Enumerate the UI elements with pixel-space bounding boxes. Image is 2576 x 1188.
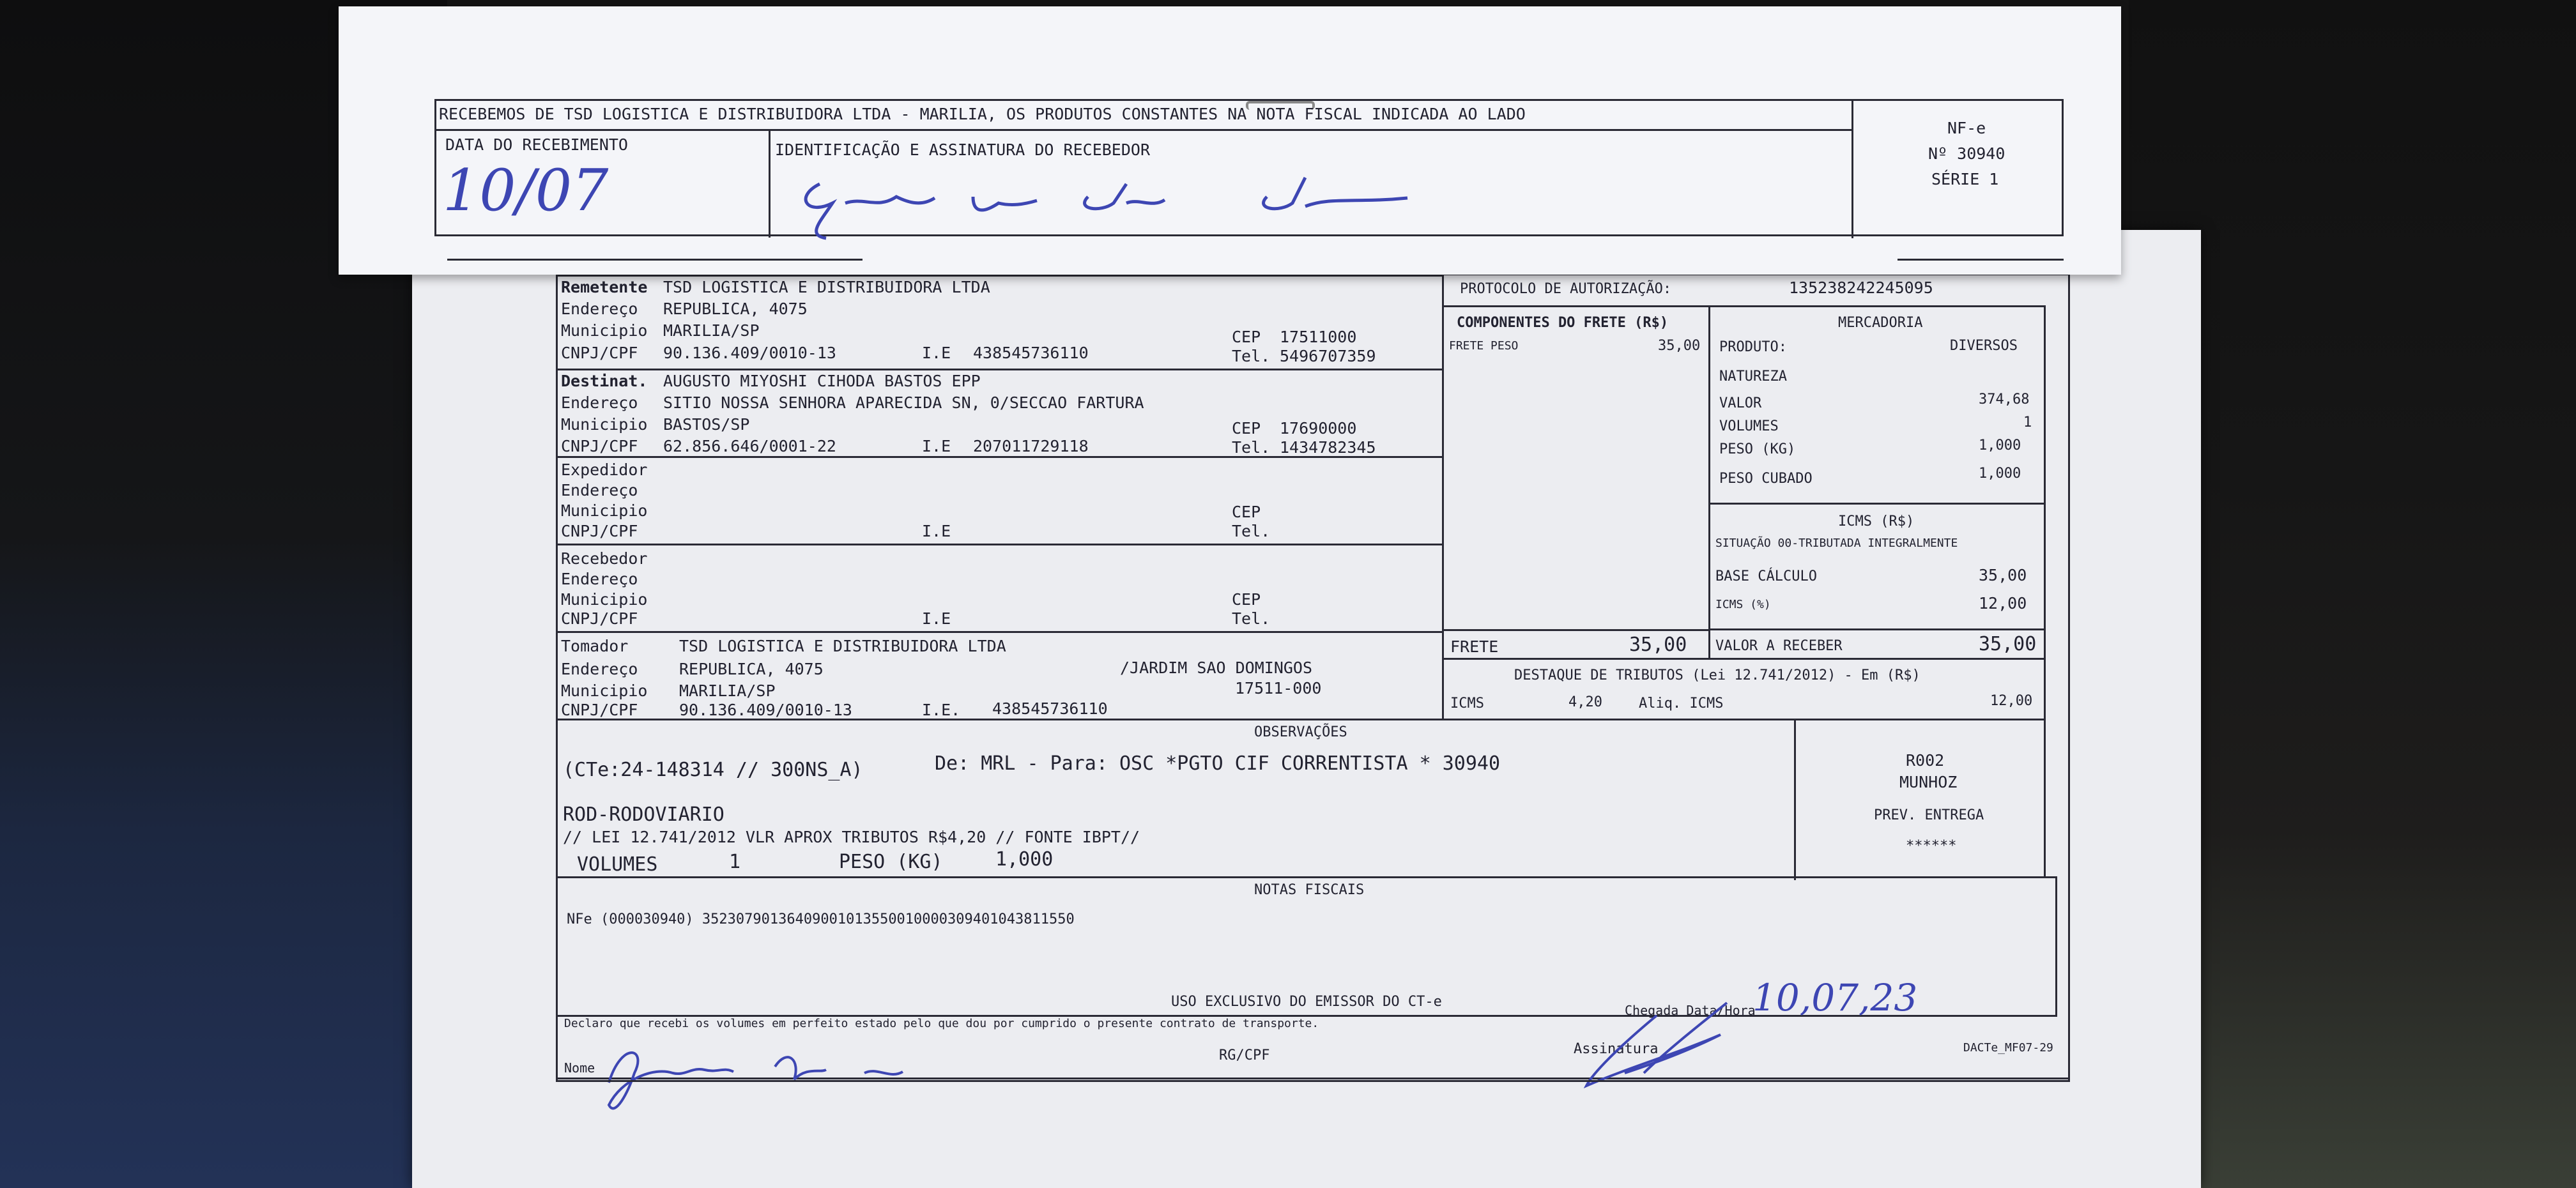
icms-percent-label: ICMS (%) xyxy=(1715,598,1771,611)
rg-cpf-label: RG/CPF xyxy=(1219,1047,1270,1063)
emissor-title: USO EXCLUSIVO DO EMISSOR DO CT-e xyxy=(1171,994,1442,1010)
destinatario-municipio-label: Municipio xyxy=(561,415,648,434)
receipt-divider-v2 xyxy=(1851,101,1853,238)
tomador-ie-label: I.E. xyxy=(922,701,961,719)
icms-situacao: SITUAÇÃO 00-TRIBUTADA INTEGRALMENTE xyxy=(1715,537,1958,550)
prev-entrega-label: PREV. ENTREGA xyxy=(1874,807,1984,823)
form-code: DACTe_MF07-29 xyxy=(1963,1041,2053,1055)
valor-value: 374,68 xyxy=(1979,392,2030,407)
remetente-tel-label: Tel. xyxy=(1232,347,1271,365)
expedidor-cep-label: CEP xyxy=(1232,503,1261,521)
recebedor-endereco-label: Endereço xyxy=(561,570,638,588)
tomador-cnpj-label: CNPJ/CPF xyxy=(561,701,638,719)
obs-peso-label: PESO (KG) xyxy=(839,851,943,873)
tomador-municipio-label: Municipio xyxy=(561,682,648,700)
remetente-tel: 5496707359 xyxy=(1280,347,1376,365)
obs-volumes-label: VOLUMES xyxy=(577,853,658,876)
remetente-endereco: REPUBLICA, 4075 xyxy=(663,300,808,318)
tomador-label: Tomador xyxy=(561,637,629,655)
destinatario-cnpj: 62.856.646/0001-22 xyxy=(663,437,836,455)
destinatario-ie: 207011729118 xyxy=(973,437,1089,455)
expedidor-cnpj-label: CNPJ/CPF xyxy=(561,522,638,540)
assinatura-label: Assinatura xyxy=(1574,1041,1659,1057)
tomador-cep: 17511-000 xyxy=(1235,679,1322,697)
destinatario-cep: 17690000 xyxy=(1280,419,1357,438)
frete-peso-label: FRETE PESO xyxy=(1449,339,1519,353)
receipt-divider-v1 xyxy=(769,129,770,238)
peso-cubado-label: PESO CUBADO xyxy=(1719,471,1813,487)
obs-rota-code: R002 xyxy=(1906,751,1945,770)
destinatario-cnpj-label: CNPJ/CPF xyxy=(561,437,638,455)
notas-title: NOTAS FISCAIS xyxy=(1254,882,1365,898)
obs-rota: De: MRL - Para: OSC *PGTO CIF CORRENTISTA * 30940 xyxy=(935,752,1501,775)
destinatario-endereco-label: Endereço xyxy=(561,393,638,412)
remetente-municipio: MARILIA/SP xyxy=(663,321,760,340)
recebedor-cnpj-label: CNPJ/CPF xyxy=(561,609,638,628)
nfe-label: NF-e xyxy=(1947,119,1986,137)
expedidor-label: Expedidor xyxy=(561,461,648,479)
produto-label: PRODUTO: xyxy=(1719,339,1787,355)
tributos-icms-label: ICMS xyxy=(1450,696,1484,712)
destinatario-tel-label: Tel. xyxy=(1232,438,1271,457)
obs-peso-value: 1,000 xyxy=(995,848,1054,871)
remetente-cnpj: 90.136.409/0010-13 xyxy=(663,344,836,362)
chegada-handwritten: 10,07,23 xyxy=(1752,976,1918,1019)
volumes-value: 1 xyxy=(2023,415,2032,430)
data-recebimento-label: DATA DO RECEBIMENTO xyxy=(445,135,628,154)
cte-document-sheet xyxy=(412,230,2201,1188)
mercadoria-title: MERCADORIA xyxy=(1838,315,1923,331)
prev-entrega-value: ****** xyxy=(1906,838,1957,854)
base-calculo-value: 35,00 xyxy=(1979,566,2027,584)
remetente-municipio-label: Municipio xyxy=(561,321,648,340)
remetente-cep: 17511000 xyxy=(1280,328,1357,346)
peso-value: 1,000 xyxy=(1979,438,2021,453)
base-calculo-label: BASE CÁLCULO xyxy=(1715,568,1817,584)
nfe-number: Nº 30940 xyxy=(1928,144,2005,163)
destinatario-label: Destinat. xyxy=(561,372,648,390)
identificacao-label: IDENTIFICAÇÃO E ASSINATURA DO RECEBEDOR xyxy=(775,141,1150,159)
remetente-ie-label: I.E xyxy=(922,344,951,362)
tributos-title: DESTAQUE DE TRIBUTOS (Lei 12.741/2012) - Em (R$) xyxy=(1514,667,1920,683)
natureza-label: NATUREZA xyxy=(1719,369,1787,385)
destinatario-endereco: SITIO NOSSA SENHORA APARECIDA SN, 0/SECCAO FARTURA xyxy=(663,393,1144,412)
produto-value: DIVERSOS xyxy=(1950,338,2018,354)
receipt-stub xyxy=(339,6,2121,275)
destinatario-name: AUGUSTO MIYOSHI CIHODA BASTOS EPP xyxy=(663,372,981,390)
tomador-endereco-label: Endereço xyxy=(561,660,638,678)
expedidor-tel-label: Tel. xyxy=(1232,522,1271,540)
nfe-serie: SÉRIE 1 xyxy=(1931,170,1999,188)
protocolo-value: 135238242245095 xyxy=(1789,278,1933,297)
frete-peso-value: 35,00 xyxy=(1658,338,1701,354)
destinatario-ie-label: I.E xyxy=(922,437,951,455)
remetente-ie: 438545736110 xyxy=(973,344,1089,362)
tomador-endereco: REPUBLICA, 4075 xyxy=(679,660,824,678)
valor-receber-label: VALOR A RECEBER xyxy=(1715,638,1843,654)
expedidor-ie-label: I.E xyxy=(922,522,951,540)
receipt-grid xyxy=(434,99,2064,236)
destinatario-municipio: BASTOS/SP xyxy=(663,415,750,434)
receipt-signature xyxy=(781,158,1484,241)
recebedor-ie-label: I.E xyxy=(922,609,951,628)
receipt-bottom-line-right xyxy=(1897,259,2064,261)
expedidor-municipio-label: Municipio xyxy=(561,501,648,520)
tributos-aliq-label: Aliq. ICMS xyxy=(1639,696,1724,712)
expedidor-endereco-label: Endereço xyxy=(561,481,638,499)
peso-cubado-value: 1,000 xyxy=(1979,466,2021,482)
declaro-text: Declaro que recebi os volumes em perfeito estado pelo que dou por cumprido o presente contrato de transporte. xyxy=(564,1017,1319,1030)
tomador-ie: 438545736110 xyxy=(992,699,1108,718)
icms-percent-value: 12,00 xyxy=(1979,594,2027,613)
observacoes-title: OBSERVAÇÕES xyxy=(1254,724,1347,740)
recebedor-cep-label: CEP xyxy=(1232,590,1261,609)
remetente-cep-label: CEP xyxy=(1232,328,1261,346)
receipt-bottom-line xyxy=(447,259,862,261)
obs-lei: // LEI 12.741/2012 VLR APROX TRIBUTOS R$4,20 // FONTE IBPT// xyxy=(563,828,1140,846)
valor-receber-value: 35,00 xyxy=(1979,633,2037,655)
peso-label: PESO (KG) xyxy=(1719,441,1796,457)
tributos-icms-value: 4,20 xyxy=(1568,694,1602,710)
componentes-title: COMPONENTES DO FRETE (R$) xyxy=(1457,315,1669,331)
obs-cte: (CTe:24-148314 // 300NS_A) xyxy=(563,759,863,781)
tomador-bairro: /JARDIM SAO DOMINGOS xyxy=(1120,659,1313,677)
remetente-cnpj-label: CNPJ/CPF xyxy=(561,344,638,362)
tributos-aliq-value: 12,00 xyxy=(1990,693,2033,709)
icms-title: ICMS (R$) xyxy=(1838,514,1915,529)
tomador-name: TSD LOGISTICA E DISTRIBUIDORA LTDA xyxy=(679,637,1006,655)
remetente-endereco-label: Endereço xyxy=(561,300,638,318)
protocolo-label: PROTOCOLO DE AUTORIZAÇÃO: xyxy=(1460,281,1672,297)
tomador-municipio: MARILIA/SP xyxy=(679,682,776,700)
obs-modal: ROD-RODOVIARIO xyxy=(563,803,724,826)
remetente-name: TSD LOGISTICA E DISTRIBUIDORA LTDA xyxy=(663,278,990,296)
frete-total-label: FRETE xyxy=(1450,637,1499,656)
data-recebimento-value: 10/07 xyxy=(443,157,609,224)
notas-line: NFe (000030940) 35230790136409001013550010000309401043811550 xyxy=(567,911,1075,927)
frete-total-value: 35,00 xyxy=(1629,634,1687,656)
obs-volumes-value: 1 xyxy=(729,851,741,873)
receipt-divider-h xyxy=(436,129,1851,131)
destinatario-tel: 1434782345 xyxy=(1280,438,1376,457)
obs-nome: MUNHOZ xyxy=(1899,773,1958,791)
tomador-cnpj: 90.136.409/0010-13 xyxy=(679,701,852,719)
receipt-header: RECEBEMOS DE TSD LOGISTICA E DISTRIBUIDORA LTDA - MARILIA, OS PRODUTOS CONSTANTES NA NOTA FISCAL INDICADA AO LADO xyxy=(439,105,1526,123)
recebedor-label: Recebedor xyxy=(561,549,648,568)
destinatario-cep-label: CEP xyxy=(1232,419,1261,438)
valor-label: VALOR xyxy=(1719,395,1762,411)
volumes-label: VOLUMES xyxy=(1719,418,1779,434)
document-frame xyxy=(556,273,2070,1082)
recebedor-municipio-label: Municipio xyxy=(561,590,648,609)
chegada-label: Chegada Data/Hora xyxy=(1625,1003,1756,1018)
remetente-label: Remetente xyxy=(561,278,648,296)
nome-label: Nome xyxy=(564,1060,595,1076)
recebedor-tel-label: Tel. xyxy=(1232,609,1271,628)
